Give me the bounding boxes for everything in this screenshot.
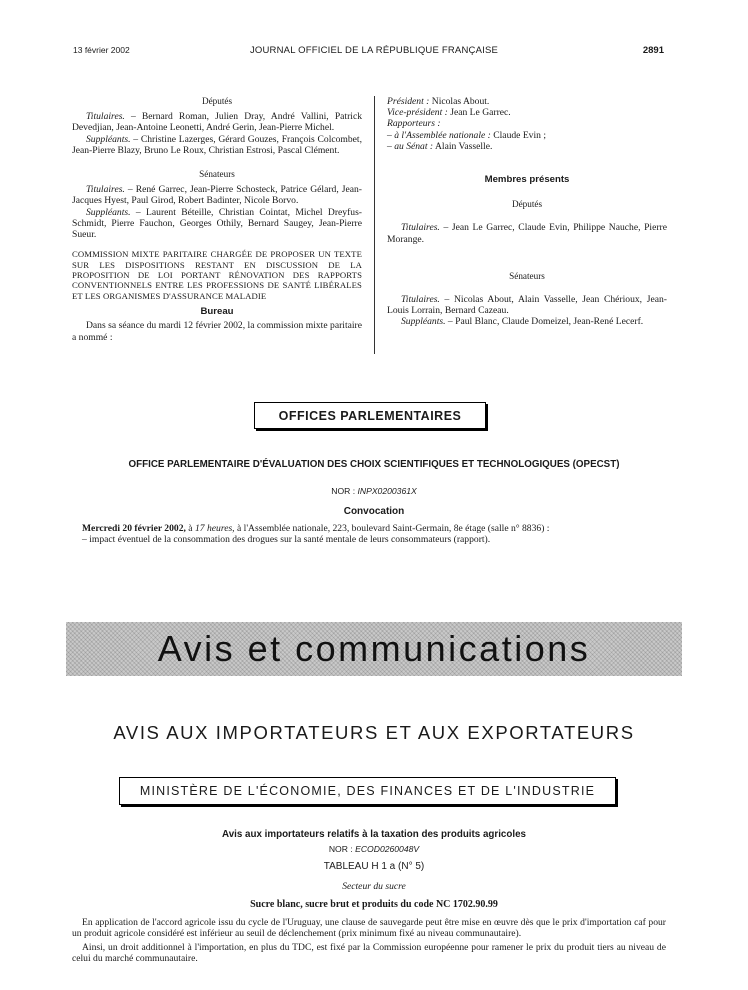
notice-nor-value: ECOD0260048V xyxy=(355,844,420,854)
convocation-text xyxy=(82,523,682,545)
notice-nor xyxy=(0,844,748,854)
senateurs-titulaires-label: Titulaires. xyxy=(86,184,125,196)
tableau-label: TABLEAU H 1 a (N° 5) xyxy=(323,861,425,872)
commission-title: COMMISSION MIXTE PARITAIRE CHARGÉE DE PROPOSER UN TEXTE SUR LES DISPOSITIONS RESTANT EN DISCUSSION DE LA PROPOSITION DE LOI PORTANT RÉNOVATION DES RAPPORTS CONVENTIONNELS ENTRE LES PROFESSIONS DE SANTÉ LIBÉRALES ET LES ORGANISMES D'ASSURANCE MALADIE xyxy=(72,249,362,301)
avis-paragraph-2: Ainsi, un droit additionnel à l'importation, en plus du TDC, est fixé par la Commission européenne pour ramener le prix du produit tiers au niveau de celui du marché communautaire. xyxy=(72,942,666,964)
rapporteur-senat-label: – au Sénat : xyxy=(387,140,434,152)
right-deputes-titulaires xyxy=(387,222,667,244)
vice-president-line xyxy=(387,107,667,118)
journal-title: JOURNAL OFFICIEL DE LA RÉPUBLIQUE FRANÇAISE xyxy=(249,45,499,56)
page-number: 2891 xyxy=(642,45,664,56)
senateurs-titulaires-text: – René Garrec, Jean-Pierre Schosteck, Patrice Gélard, Jean-Jacques Hyest, Paul Girod, Robert Badinter, Nicole Borvo. xyxy=(72,184,362,207)
rapporteur-senat-line xyxy=(387,141,667,152)
right-senateurs-titulaires-text: – Nicolas About, Alain Vasselle, Jean Chérioux, Jean-Louis Lorrain, Bernard Cazeau. xyxy=(387,294,667,317)
office-nor-label: NOR : xyxy=(331,486,358,496)
product-label: Sucre blanc, sucre brut et produits du code NC 1702.90.99 xyxy=(250,899,498,910)
bureau-heading: Bureau xyxy=(200,306,234,318)
rapporteur-an-line xyxy=(387,130,667,141)
left-column xyxy=(72,96,362,343)
right-senateurs-suppleants-label: Suppléants. xyxy=(401,316,446,328)
convocation-item: – impact éventuel de la consommation des drogues sur la santé mentale de leurs consommateurs (rapport). xyxy=(82,534,491,546)
avis-paragraph-1: En application de l'accord agricole issu du cycle de l'Uruguay, une clause de sauvegarde peut être mise en œuvre dès que le prix d'importation caf pour un produit agricole considéré est inférieur au seuil de déclenchement (prix minimum fixé au niveau communautaire). xyxy=(72,917,666,939)
rapporteurs-label: Rapporteurs : xyxy=(387,118,441,130)
deputes-titulaires-text: – Bernard Roman, Julien Dray, André Vallini, Patrick Devedjian, Jean-Antoine Leonetti, André Gerin, Jean-Pierre Michel. xyxy=(72,111,362,134)
office-nor xyxy=(0,486,748,496)
right-senateurs-suppleants-text: – Paul Blanc, Claude Domeizel, Jean-René Lecerf. xyxy=(445,316,644,328)
vice-president-name: Jean Le Garrec. xyxy=(447,107,511,119)
right-senateurs-heading: Sénateurs xyxy=(509,270,545,281)
convocation-date: Mercredi 20 février 2002, xyxy=(82,523,186,534)
senateurs-suppleants-label: Suppléants. xyxy=(86,206,131,218)
deputes-titulaires xyxy=(72,111,362,133)
right-deputes-heading: Députés xyxy=(511,199,543,210)
ministry-box: MINISTÈRE DE L'ÉCONOMIE, DES FINANCES ET DE L'INDUSTRIE xyxy=(119,777,616,805)
deputes-suppleants-label: Suppléants. xyxy=(86,133,131,145)
convocation-heading: Convocation xyxy=(343,506,405,517)
membres-heading: Membres présents xyxy=(484,174,570,186)
office-title: OFFICE PARLEMENTAIRE D'ÉVALUATION DES CHOIX SCIENTIFIQUES ET TECHNOLOGIQUES (OPECST) xyxy=(128,459,620,470)
notice-nor-label: NOR : xyxy=(328,844,356,854)
header-date: 13 février 2002 xyxy=(73,45,130,55)
convocation-line xyxy=(82,523,682,534)
convocation-a: à xyxy=(185,523,195,534)
president-label: Président : xyxy=(387,96,430,107)
deputes-suppleants xyxy=(72,134,362,156)
vice-president-label: Vice-président : xyxy=(387,107,448,119)
column-divider xyxy=(374,96,375,354)
right-senateurs-titulaires xyxy=(387,294,667,316)
senateurs-titulaires xyxy=(72,184,362,206)
right-senateurs-titulaires-label: Titulaires. xyxy=(401,294,440,306)
offices-box: OFFICES PARLEMENTAIRES xyxy=(254,402,486,429)
right-column xyxy=(387,96,667,328)
senateurs-suppleants-text: – Laurent Béteille, Christian Cointat, Michel Dreyfus-Schmidt, Pierre Fauchon, Georges Othily, Bernard Saugey, Jean-Pierre Sueur. xyxy=(72,206,362,241)
president-line xyxy=(387,96,667,107)
rapporteur-an-label: – à l'Assemblée nationale : xyxy=(387,129,491,141)
notice-title: Avis aux importateurs relatifs à la taxation des produits agricoles xyxy=(222,829,526,840)
rapporteur-senat-name: Alain Vasselle. xyxy=(433,140,493,152)
right-deputes-titulaires-text: – Jean Le Garrec, Claude Evin, Philippe Nauche, Pierre Morange. xyxy=(387,222,667,245)
senateurs-heading: Sénateurs xyxy=(199,169,235,180)
bureau-text: Dans sa séance du mardi 12 février 2002, la commission mixte paritaire a nommé : xyxy=(72,320,362,343)
deputes-titulaires-label: Titulaires. xyxy=(86,111,125,123)
rapporteur-an-name: Claude Evin ; xyxy=(490,129,546,141)
deputes-heading: Députés xyxy=(201,96,233,106)
avis-banner xyxy=(66,622,682,676)
deputes-suppleants-text: – Christine Lazerges, Gérard Gouzes, François Colcombet, Jean-Pierre Blazy, Bruno Le Roux, Christian Estrosi, Pascal Clément. xyxy=(72,133,362,156)
president-name: Nicolas About. xyxy=(429,96,490,107)
secteur-label: Secteur du sucre xyxy=(342,881,406,892)
avis-section-title: AVIS AUX IMPORTATEURS ET AUX EXPORTATEURS xyxy=(113,722,635,743)
convocation-rest: à l'Assemblée nationale, 223, boulevard Saint-Germain, 8e étage (salle n° 8836) : xyxy=(234,523,550,534)
avis-banner-title: Avis et communications xyxy=(157,628,591,669)
convocation-time: 17 heures, xyxy=(194,523,235,534)
senateurs-suppleants xyxy=(72,207,362,241)
right-senateurs-suppleants xyxy=(387,316,667,327)
office-nor-value: INPX0200361X xyxy=(357,486,417,496)
right-deputes-titulaires-label: Titulaires. xyxy=(401,222,440,234)
